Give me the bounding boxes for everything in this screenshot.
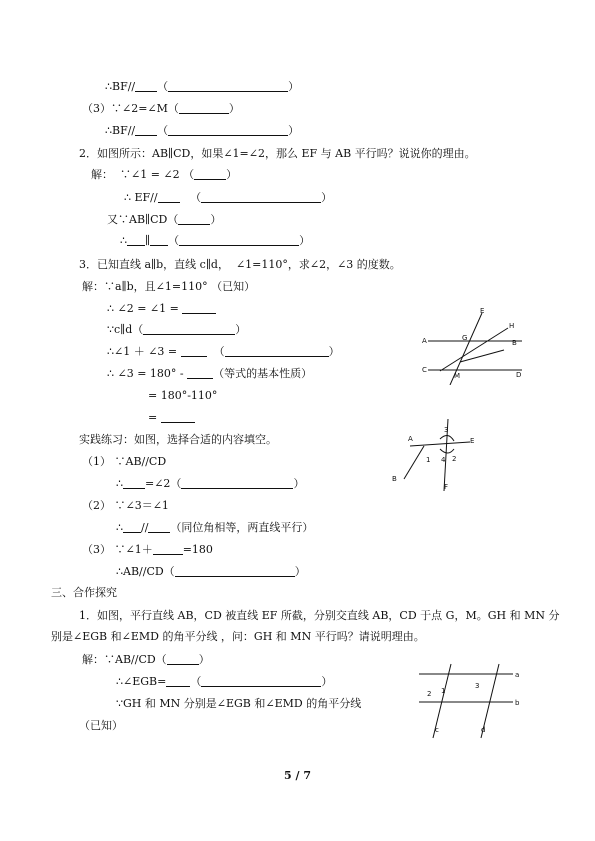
fig1-label: C bbox=[422, 366, 427, 374]
text-segment: （已知） bbox=[79, 719, 123, 732]
answer-blank[interactable] bbox=[179, 234, 299, 246]
fig1-label: A bbox=[422, 337, 427, 345]
answer-blank[interactable] bbox=[127, 234, 145, 246]
parallel-lines-figure-2 bbox=[388, 415, 483, 493]
fig1-label: D bbox=[516, 371, 522, 379]
text-segment: （ bbox=[157, 124, 169, 137]
text-segment: （1） ∵AB//CD bbox=[82, 455, 167, 468]
text-segment: 别是∠EGB 和∠EMD 的角平分线 ，问：GH 和 MN 平行吗？请说明理由。 bbox=[51, 630, 425, 643]
text-segment: ∴ bbox=[120, 234, 127, 247]
answer-blank[interactable] bbox=[178, 213, 210, 225]
text-line bbox=[107, 213, 221, 227]
text-line bbox=[107, 323, 246, 337]
text-segment: ∴BF// bbox=[105, 80, 136, 93]
answer-blank[interactable] bbox=[158, 191, 180, 203]
text-line bbox=[82, 543, 213, 557]
fig2-label: A bbox=[408, 435, 413, 443]
text-segment: ∴ EF// bbox=[124, 191, 158, 204]
answer-blank[interactable] bbox=[150, 234, 168, 246]
text-segment: =180 bbox=[182, 543, 213, 556]
fig2-label: B bbox=[392, 475, 397, 483]
text-line bbox=[116, 521, 313, 535]
text-segment: （ bbox=[206, 345, 225, 358]
text-line bbox=[82, 102, 240, 116]
text-segment: （同位角相等，两直线平行） bbox=[170, 521, 314, 534]
fig3-label: d bbox=[481, 726, 486, 734]
fig1-label: H bbox=[509, 322, 515, 330]
text-segment: ） bbox=[321, 191, 333, 204]
answer-blank[interactable] bbox=[181, 345, 207, 357]
text-segment: ） bbox=[321, 675, 333, 688]
text-segment: （ bbox=[190, 675, 202, 688]
text-segment: ∵c∥d（ bbox=[107, 323, 144, 336]
text-line bbox=[148, 389, 217, 403]
text-segment: 解：∵AB//CD（ bbox=[82, 653, 167, 666]
text-segment: ∴ ∠3 = 180° - bbox=[107, 367, 188, 380]
answer-blank[interactable] bbox=[153, 543, 183, 555]
text-segment: （2） ∵∠3＝∠1 bbox=[82, 499, 169, 512]
text-segment: =∠2（ bbox=[145, 477, 182, 490]
fig3-label: 3 bbox=[475, 682, 480, 690]
text-line bbox=[79, 719, 123, 733]
fig3-label: c bbox=[435, 726, 439, 734]
fig3-label: b bbox=[515, 699, 520, 707]
answer-blank[interactable] bbox=[135, 124, 157, 136]
practice-heading bbox=[79, 433, 277, 447]
fig3-label: 1 bbox=[441, 687, 446, 695]
answer-blank[interactable] bbox=[175, 565, 295, 577]
text-segment: ∥ bbox=[145, 234, 151, 247]
text-line bbox=[91, 168, 237, 182]
answer-blank[interactable] bbox=[123, 477, 145, 489]
answer-blank[interactable] bbox=[168, 124, 288, 136]
text-line bbox=[116, 697, 361, 711]
answer-blank[interactable] bbox=[123, 521, 141, 533]
text-line bbox=[148, 411, 195, 425]
text-segment: ∵GH 和 MN 分别是∠EGB 和∠EMD 的角平分线 bbox=[116, 697, 362, 710]
text-segment: 1．如图，平行直线 AB，CD 被直线 EF 所截，分别交直线 AB，CD 于点 G，M。GH 和 MN 分 bbox=[79, 609, 560, 622]
text-line bbox=[82, 653, 210, 667]
text-segment: 解：∵a∥b，且∠1=110° （已知） bbox=[82, 280, 256, 293]
text-segment: ） bbox=[228, 102, 240, 115]
text-line bbox=[105, 80, 299, 94]
text-segment: ∴AB//CD（ bbox=[116, 565, 175, 578]
text-segment: （3）∵∠2=∠M（ bbox=[82, 102, 179, 115]
fig2-label: 3 bbox=[444, 426, 449, 434]
answer-blank[interactable] bbox=[181, 477, 293, 489]
parallel-lines-figure-3 bbox=[415, 660, 525, 740]
text-segment: ∴ bbox=[116, 521, 123, 534]
text-segment: ∴∠1 ＋ ∠3 = bbox=[107, 345, 181, 358]
text-segment: 解： ∵∠1 = ∠2 （ bbox=[91, 168, 195, 181]
text-segment: ） bbox=[288, 80, 300, 93]
text-line bbox=[107, 367, 312, 381]
fig2-label: 2 bbox=[452, 455, 457, 463]
parallel-lines-figure-1 bbox=[420, 305, 530, 385]
text-segment: 又∵AB∥CD（ bbox=[107, 213, 179, 226]
text-segment: （ bbox=[157, 80, 169, 93]
answer-blank[interactable] bbox=[135, 80, 157, 92]
text-line bbox=[105, 124, 299, 138]
text-segment: 实践练习：如图，选择合适的内容填空。 bbox=[79, 433, 277, 446]
text-line bbox=[82, 280, 255, 294]
answer-blank[interactable] bbox=[148, 521, 170, 533]
text-line bbox=[124, 191, 332, 205]
answer-blank[interactable] bbox=[166, 675, 190, 687]
fig2-label: 1 bbox=[426, 456, 431, 464]
text-segment: ） bbox=[226, 168, 238, 181]
text-segment: 2．如图所示：AB∥CD，如果∠1=∠2，那么 EF 与 AB 平行吗？说说你的理由。 bbox=[79, 147, 476, 160]
text-segment: ） bbox=[288, 124, 300, 137]
fig1-label: M bbox=[454, 372, 461, 380]
answer-blank[interactable] bbox=[143, 323, 235, 335]
text-segment: （3） ∵∠1＋ bbox=[82, 543, 153, 556]
text-segment: ） bbox=[294, 565, 306, 578]
text-segment: （等式的基本性质） bbox=[213, 367, 313, 380]
answer-blank[interactable] bbox=[194, 168, 226, 180]
fig2-label: E bbox=[470, 437, 475, 445]
answer-blank[interactable] bbox=[161, 411, 195, 423]
answer-blank[interactable] bbox=[167, 653, 199, 665]
text-segment: （ bbox=[179, 191, 202, 204]
text-segment: ∴ bbox=[116, 477, 123, 490]
answer-blank[interactable] bbox=[225, 345, 329, 357]
text-line bbox=[116, 675, 332, 689]
text-line bbox=[107, 302, 216, 316]
text-segment: // bbox=[141, 521, 149, 534]
answer-blank[interactable] bbox=[201, 675, 321, 687]
text-segment: （ bbox=[168, 234, 180, 247]
text-line bbox=[116, 477, 304, 491]
question-3-text bbox=[79, 258, 401, 272]
text-segment: 3．已知直线 a∥b，直线 c∥d， ∠1=110°，求∠2，∠3 的度数。 bbox=[79, 258, 401, 271]
text-segment: ） bbox=[293, 477, 305, 490]
text-segment: ∴BF// bbox=[105, 124, 136, 137]
text-line bbox=[107, 345, 340, 359]
text-segment: ∴ ∠2 = ∠1 = bbox=[107, 302, 183, 315]
fig1-label: B bbox=[512, 339, 517, 347]
answer-blank[interactable] bbox=[179, 102, 229, 114]
section-heading bbox=[51, 586, 117, 600]
fig1-label: E bbox=[480, 307, 485, 315]
fig3-label: a bbox=[515, 671, 520, 679]
text-line bbox=[116, 565, 306, 579]
text-segment: ） bbox=[198, 653, 210, 666]
question-2-text bbox=[79, 147, 476, 161]
fig1-label: G bbox=[462, 334, 468, 342]
text-segment: ） bbox=[328, 345, 340, 358]
text-segment: = 180°-110° bbox=[148, 389, 218, 402]
text-line bbox=[82, 499, 169, 513]
text-line bbox=[120, 234, 310, 248]
answer-blank[interactable] bbox=[201, 191, 321, 203]
text-segment: ） bbox=[210, 213, 222, 226]
text-segment: ∴∠EGB= bbox=[116, 675, 167, 688]
answer-blank[interactable] bbox=[168, 80, 288, 92]
question-1-text bbox=[51, 630, 425, 644]
answer-blank[interactable] bbox=[182, 302, 216, 314]
text-line bbox=[82, 455, 166, 469]
text-segment: ） bbox=[299, 234, 311, 247]
text-segment: ） bbox=[235, 323, 247, 336]
text-segment: = bbox=[148, 411, 161, 424]
fig2-label: F bbox=[444, 483, 449, 491]
question-1-text bbox=[79, 609, 559, 623]
fig2-label: 4 bbox=[441, 456, 446, 464]
fig3-label: 2 bbox=[427, 690, 432, 698]
page-number: 5 / 7 bbox=[284, 769, 311, 782]
answer-blank[interactable] bbox=[187, 367, 213, 379]
text-segment: 三、合作探究 bbox=[51, 586, 117, 599]
